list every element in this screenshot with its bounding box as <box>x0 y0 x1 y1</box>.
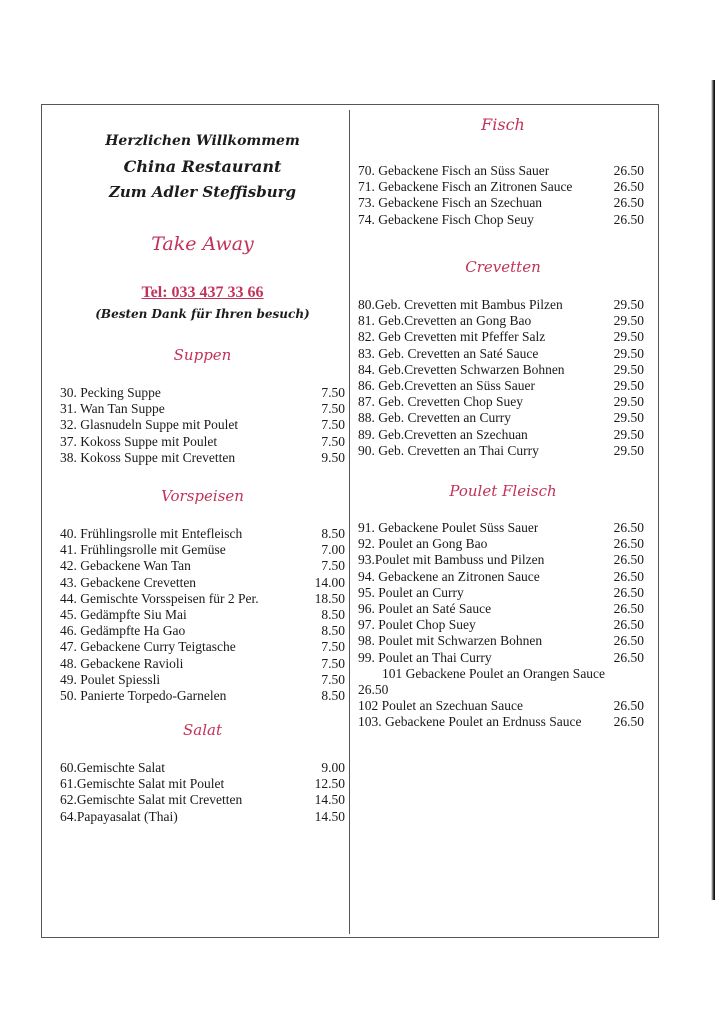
list-item <box>358 346 644 362</box>
list-item <box>60 385 345 401</box>
item-price: 29.50 <box>613 410 644 426</box>
item-name: 84. Geb.Crevetten Schwarzen Bohnen <box>358 361 565 377</box>
item-price: 26.50 <box>613 179 644 195</box>
item-name: 64.Papayasalat (Thai) <box>60 808 178 824</box>
list-item <box>60 639 345 655</box>
item-name: 41. Frühlingsrolle mit Gemüse <box>60 542 226 558</box>
item-name: 49. Poulet Spiessli <box>60 671 161 687</box>
item-price: 26.50 <box>613 568 644 584</box>
item-price: 7.50 <box>321 401 345 417</box>
item-name: 86. Geb.Crevetten an Süss Sauer <box>358 377 535 393</box>
item-price: 8.50 <box>321 687 345 703</box>
item-price: 8.50 <box>321 606 345 622</box>
item-price: 7.50 <box>321 671 345 687</box>
item-price: 26.50 <box>613 649 644 665</box>
list-item <box>358 585 644 601</box>
list-item <box>358 617 644 633</box>
item-name: 90. Geb. Crevetten an Thai Curry <box>358 442 539 458</box>
item-name: 92. Poulet an Gong Bao <box>358 536 488 552</box>
section-title-suppen: Suppen <box>173 346 232 364</box>
list-item <box>358 714 644 730</box>
item-name: 50. Panierte Torpedo-Garnelen <box>60 687 227 703</box>
menu-list-vorspeisen <box>60 526 345 704</box>
item-name: 83. Geb. Crevetten an Saté Sauce <box>358 345 539 361</box>
list-item <box>358 633 644 649</box>
item-price: 29.50 <box>613 377 644 393</box>
list-item <box>60 558 345 574</box>
list-item <box>60 688 345 704</box>
list-item <box>358 410 644 426</box>
restaurant-name: China Restaurant <box>123 157 282 176</box>
item-price: 26.50 <box>613 195 644 211</box>
list-item <box>60 434 345 450</box>
list-item <box>358 520 644 536</box>
item-price: 29.50 <box>613 329 644 345</box>
list-item <box>60 607 345 623</box>
poulet-tail-items <box>358 698 644 730</box>
item-name: 88. Geb. Crevetten an Curry <box>358 410 511 426</box>
item-price: 9.00 <box>321 760 345 775</box>
list-item <box>358 297 644 313</box>
item-name: 60.Gemischte Salat <box>60 760 165 775</box>
item-price: 26.50 <box>613 163 644 178</box>
item-price: 14.50 <box>314 808 345 824</box>
item-price: 29.50 <box>613 313 644 329</box>
list-item <box>60 450 345 466</box>
list-item <box>358 536 644 552</box>
item-name: 30. Pecking Suppe <box>60 385 161 400</box>
list-item <box>358 163 644 179</box>
list-item <box>60 542 345 558</box>
item-price: 26.50 <box>613 552 644 568</box>
list-item <box>358 394 644 410</box>
item-name: 97. Poulet Chop Suey <box>358 617 476 633</box>
item-price: 26.50 <box>613 714 644 730</box>
item-name: 32. Glasnudeln Suppe mit Poulet <box>60 417 239 433</box>
list-item <box>358 362 644 378</box>
menu-list-fisch <box>358 163 644 228</box>
list-item <box>358 313 644 329</box>
item-price: 26.50 <box>613 584 644 600</box>
item-name: 40. Frühlingsrolle mit Entefleisch <box>60 526 243 541</box>
item-price: 29.50 <box>613 345 644 361</box>
menu-list-poulet <box>358 520 644 730</box>
list-item <box>358 552 644 568</box>
list-item <box>358 378 644 394</box>
item-price: 26.50 <box>613 698 644 714</box>
item-name: 47. Gebackene Curry Teigtasche <box>60 639 236 655</box>
item-name: 45. Gedämpfte Siu Mai <box>60 606 187 622</box>
list-item <box>358 650 644 666</box>
welcome-text: Herzlichen Willkommem <box>105 133 300 149</box>
item-price: 9.50 <box>321 449 345 465</box>
item-price: 7.50 <box>321 433 345 449</box>
item-name: 96. Poulet an Saté Sauce <box>358 600 492 616</box>
list-item <box>358 569 644 585</box>
item-price: 7.50 <box>321 417 345 433</box>
item-name: 42. Gebackene Wan Tan <box>60 558 191 574</box>
column-divider <box>349 110 350 934</box>
telephone-text: Tel: 033 437 33 66 <box>141 284 264 301</box>
section-title-fisch: Fisch <box>481 115 525 134</box>
item-name: 99. Poulet an Thai Curry <box>358 649 492 665</box>
telephone <box>60 284 345 302</box>
item-price: 29.50 <box>613 394 644 410</box>
list-item <box>60 401 345 417</box>
item-name: 31. Wan Tan Suppe <box>60 401 165 417</box>
item-name: 81. Geb.Crevetten an Gong Bao <box>358 313 532 329</box>
item-name: 102 Poulet an Szechuan Sauce <box>358 698 523 714</box>
list-item <box>60 809 345 825</box>
item-name: 93.Poulet mit Bambuss und Pilzen <box>358 552 545 568</box>
list-item <box>60 792 345 808</box>
item-name: 98. Poulet mit Schwarzen Bohnen <box>358 633 543 649</box>
list-item <box>358 195 644 211</box>
item-name: 62.Gemischte Salat mit Crevetten <box>60 792 243 808</box>
list-item <box>358 212 644 228</box>
list-item <box>358 601 644 617</box>
list-item <box>60 575 345 591</box>
list-item <box>60 591 345 607</box>
list-item <box>60 672 345 688</box>
item-name: 73. Gebackene Fisch an Szechuan <box>358 195 543 211</box>
item-price: 26.50 <box>613 211 644 227</box>
item-name: 80.Geb. Crevetten mit Bambus Pilzen <box>358 297 563 312</box>
item-name: 43. Gebackene Crevetten <box>60 574 197 590</box>
item-name: 103. Gebackene Poulet an Erdnuss Sauce <box>358 714 582 730</box>
list-item-101-price: 26.50 <box>358 681 389 697</box>
menu-list-crevetten <box>358 297 644 459</box>
thanks-note: (Besten Dank für Ihren besuch) <box>95 307 310 321</box>
list-item <box>358 329 644 345</box>
item-name: 89. Geb.Crevetten an Szechuan <box>358 426 528 442</box>
takeaway-heading: Take Away <box>151 233 254 255</box>
list-item-101-name: 101 Gebackene Poulet an Orangen Sauce <box>382 665 606 681</box>
item-price: 26.50 <box>613 536 644 552</box>
item-price: 7.50 <box>321 655 345 671</box>
item-price: 29.50 <box>613 297 644 312</box>
item-name: 38. Kokoss Suppe mit Crevetten <box>60 449 236 465</box>
section-title-poulet: Poulet Fleisch <box>449 482 557 500</box>
item-price: 29.50 <box>613 426 644 442</box>
item-name: 70. Gebackene Fisch an Süss Sauer <box>358 163 550 178</box>
restaurant-location: Zum Adler Steffisburg <box>108 183 297 201</box>
list-item <box>358 179 644 195</box>
list-item <box>358 427 644 443</box>
item-price: 8.50 <box>321 526 345 541</box>
item-price: 26.50 <box>613 633 644 649</box>
list-item <box>60 417 345 433</box>
item-name: 44. Gemischte Vorsspeisen für 2 Per. <box>60 590 259 606</box>
item-name: 71. Gebackene Fisch an Zitronen Sauce <box>358 179 573 195</box>
section-title-crevetten: Crevetten <box>465 258 541 276</box>
list-item <box>358 698 644 714</box>
menu-list-suppen <box>60 385 345 466</box>
list-item <box>60 656 345 672</box>
list-item <box>60 776 345 792</box>
page-edge-shadow <box>711 80 715 900</box>
item-price: 26.50 <box>613 600 644 616</box>
item-name: 94. Gebackene an Zitronen Sauce <box>358 568 540 584</box>
item-price: 26.50 <box>613 520 644 535</box>
item-name: 91. Gebackene Poulet Süss Sauer <box>358 520 539 535</box>
list-item <box>60 623 345 639</box>
item-price: 14.00 <box>314 574 345 590</box>
list-item <box>60 760 345 776</box>
section-title-salat: Salat <box>183 721 222 739</box>
item-name: 46. Gedämpfte Ha Gao <box>60 623 186 639</box>
item-price: 26.50 <box>613 617 644 633</box>
item-name: 74. Gebackene Fisch Chop Seuy <box>358 211 534 227</box>
item-price: 7.50 <box>321 385 345 400</box>
item-price: 29.50 <box>613 442 644 458</box>
item-name: 48. Gebackene Ravioli <box>60 655 184 671</box>
menu-list-salat <box>60 760 345 825</box>
item-name: 61.Gemischte Salat mit Poulet <box>60 776 225 792</box>
list-item <box>358 443 644 459</box>
list-item <box>60 526 345 542</box>
item-price: 8.50 <box>321 623 345 639</box>
item-name: 82. Geb Crevetten mit Pfeffer Salz <box>358 329 546 345</box>
item-price: 12.50 <box>314 776 345 792</box>
item-price: 7.00 <box>321 542 345 558</box>
item-price: 18.50 <box>314 590 345 606</box>
item-price: 14.50 <box>314 792 345 808</box>
item-price: 7.50 <box>321 558 345 574</box>
section-title-vorspeisen: Vorspeisen <box>161 487 244 505</box>
item-price: 29.50 <box>613 361 644 377</box>
item-price: 7.50 <box>321 639 345 655</box>
item-name: 95. Poulet an Curry <box>358 584 464 600</box>
poulet-items <box>358 520 644 666</box>
item-name: 87. Geb. Crevetten Chop Suey <box>358 394 523 410</box>
item-name: 37. Kokoss Suppe mit Poulet <box>60 433 218 449</box>
